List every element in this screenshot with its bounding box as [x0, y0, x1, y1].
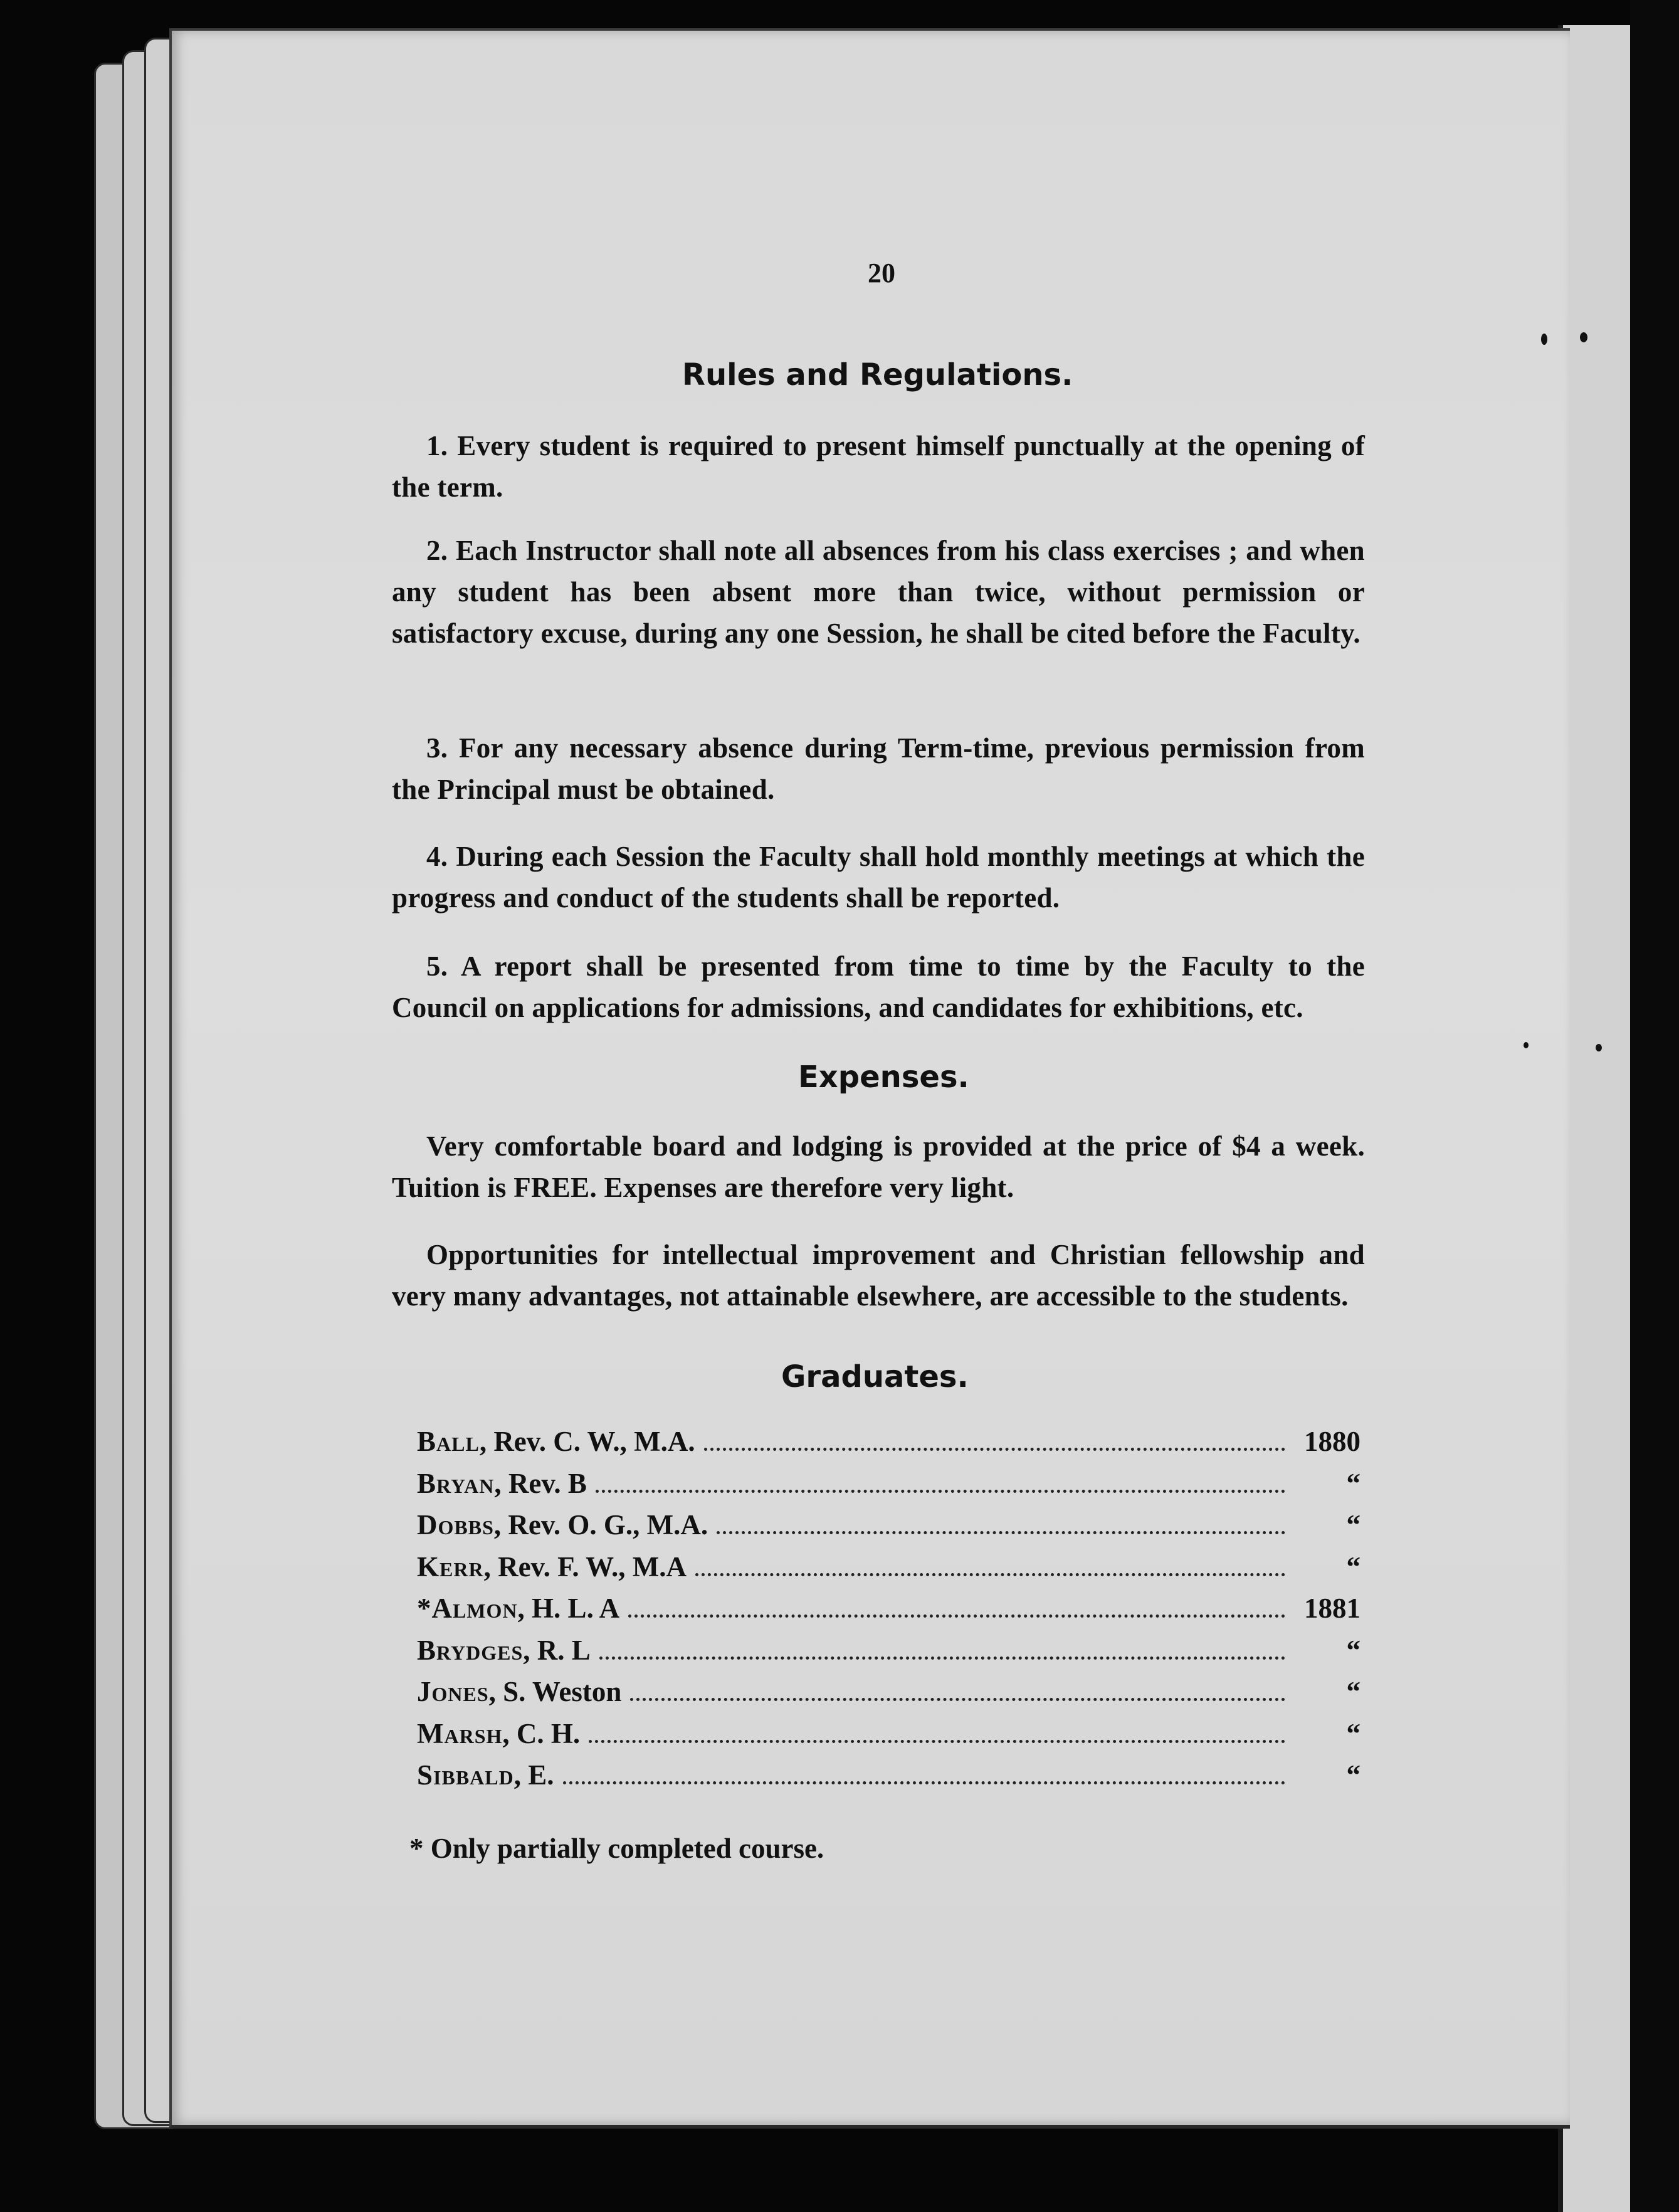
graduate-name — [417, 1717, 580, 1750]
graduate-entry — [417, 1675, 1361, 1717]
graduate-year: “ — [1346, 1509, 1361, 1540]
graduate-year: “ — [1346, 1717, 1361, 1749]
graduate-entry — [417, 1467, 1361, 1509]
graduate-year: “ — [1346, 1759, 1361, 1791]
graduate-surname: Sibbald — [417, 1759, 514, 1791]
scan-speck — [1524, 1042, 1529, 1048]
scan-speck — [1541, 334, 1547, 345]
graduate-surname: Kerr — [417, 1551, 484, 1583]
graduate-entry — [417, 1509, 1361, 1551]
graduate-name — [417, 1467, 587, 1500]
graduate-details: , H. L. A — [517, 1593, 620, 1624]
graduate-details: , Rev. F. W., M.A — [483, 1551, 687, 1583]
graduate-details: , E. — [513, 1759, 554, 1791]
graduate-details: , R. L — [523, 1634, 591, 1666]
graduates-footnote: * Only partially completed course. — [409, 1833, 824, 1864]
graduate-surname: Marsh — [417, 1717, 503, 1749]
expenses-paragraph: Very comfortable board and lodging is provided at the price of $4 a week. Tuition is FREE. Expenses are therefore very light. — [392, 1130, 1365, 1203]
graduate-surname: Jones — [417, 1676, 489, 1707]
scan-speck — [1580, 332, 1587, 342]
graduate-entry — [417, 1551, 1361, 1593]
graduate-surname: Dobbs — [417, 1509, 494, 1540]
graduate-year: 1881 — [1304, 1593, 1361, 1624]
rule-item: 4. During each Session the Faculty shall hold monthly meetings at which the progress and conduct of the students shall be reported. — [392, 841, 1365, 914]
expenses-paragraph: Opportunities for intellectual improvement and Christian fellowship and very many advantages, not attainable elsewhere, are accessible to the students. — [392, 1239, 1365, 1312]
dot-leader — [717, 1531, 1285, 1534]
graduate-details: , Rev. C. W., M.A. — [479, 1426, 695, 1457]
graduate-name — [417, 1634, 591, 1667]
graduate-details: , S. Weston — [488, 1676, 622, 1707]
graduate-year: “ — [1346, 1676, 1361, 1707]
dot-leader — [563, 1781, 1286, 1784]
graduate-year: “ — [1346, 1551, 1361, 1583]
graduates-heading: Graduates. — [781, 1359, 969, 1394]
graduate-surname: *Almon — [417, 1593, 518, 1624]
graduate-name — [417, 1425, 695, 1458]
dot-leader — [589, 1740, 1285, 1743]
rule-item: 3. For any necessary absence during Term-time, previous permission from the Principal must be obtained. — [392, 732, 1365, 805]
graduate-surname: Brydges — [417, 1634, 524, 1666]
graduate-surname: Ball — [417, 1426, 480, 1457]
graduate-year: “ — [1346, 1634, 1361, 1666]
graduate-entry — [417, 1634, 1361, 1676]
graduate-details: , C. H. — [502, 1717, 581, 1749]
expenses-heading: Expenses. — [798, 1060, 969, 1095]
graduate-name — [417, 1509, 708, 1541]
graduate-entry — [417, 1717, 1361, 1759]
dot-leader — [596, 1490, 1285, 1493]
dot-leader — [630, 1698, 1285, 1701]
graduate-entry — [417, 1759, 1361, 1801]
rule-item: 5. A report shall be presented from time to time by the Faculty to the Council on applications for admissions, and candidates for exhibitions, etc. — [392, 951, 1365, 1023]
graduates-list — [417, 1425, 1361, 1801]
graduate-entry — [417, 1592, 1361, 1634]
graduate-name — [417, 1759, 554, 1791]
graduate-year: “ — [1346, 1467, 1361, 1499]
graduate-name — [417, 1592, 619, 1625]
dot-leader — [695, 1573, 1285, 1576]
rule-item: 1. Every student is required to present himself punctually at the opening of the term. — [392, 430, 1365, 503]
graduate-details: , Rev. O. G., M.A. — [493, 1509, 708, 1540]
graduate-name — [417, 1551, 687, 1583]
rules-heading: Rules and Regulations. — [682, 357, 1073, 392]
graduate-details: , Rev. B — [494, 1467, 587, 1499]
scan-border — [1630, 0, 1679, 2212]
graduate-entry — [417, 1425, 1361, 1467]
scan-speck — [1596, 1044, 1602, 1051]
rule-item: 2. Each Instructor shall note all absences from his class exercises ; and when any student has been absent more than twice, without permission or satisfactory excuse, during any one Session, he shall be cited before the Faculty. — [392, 535, 1365, 649]
graduate-name — [417, 1675, 621, 1708]
graduate-year: 1880 — [1304, 1426, 1361, 1457]
page-number: 20 — [868, 258, 895, 288]
dot-leader — [599, 1656, 1285, 1660]
dot-leader — [704, 1448, 1285, 1451]
dot-leader — [628, 1614, 1285, 1618]
graduate-surname: Bryan — [417, 1467, 495, 1499]
